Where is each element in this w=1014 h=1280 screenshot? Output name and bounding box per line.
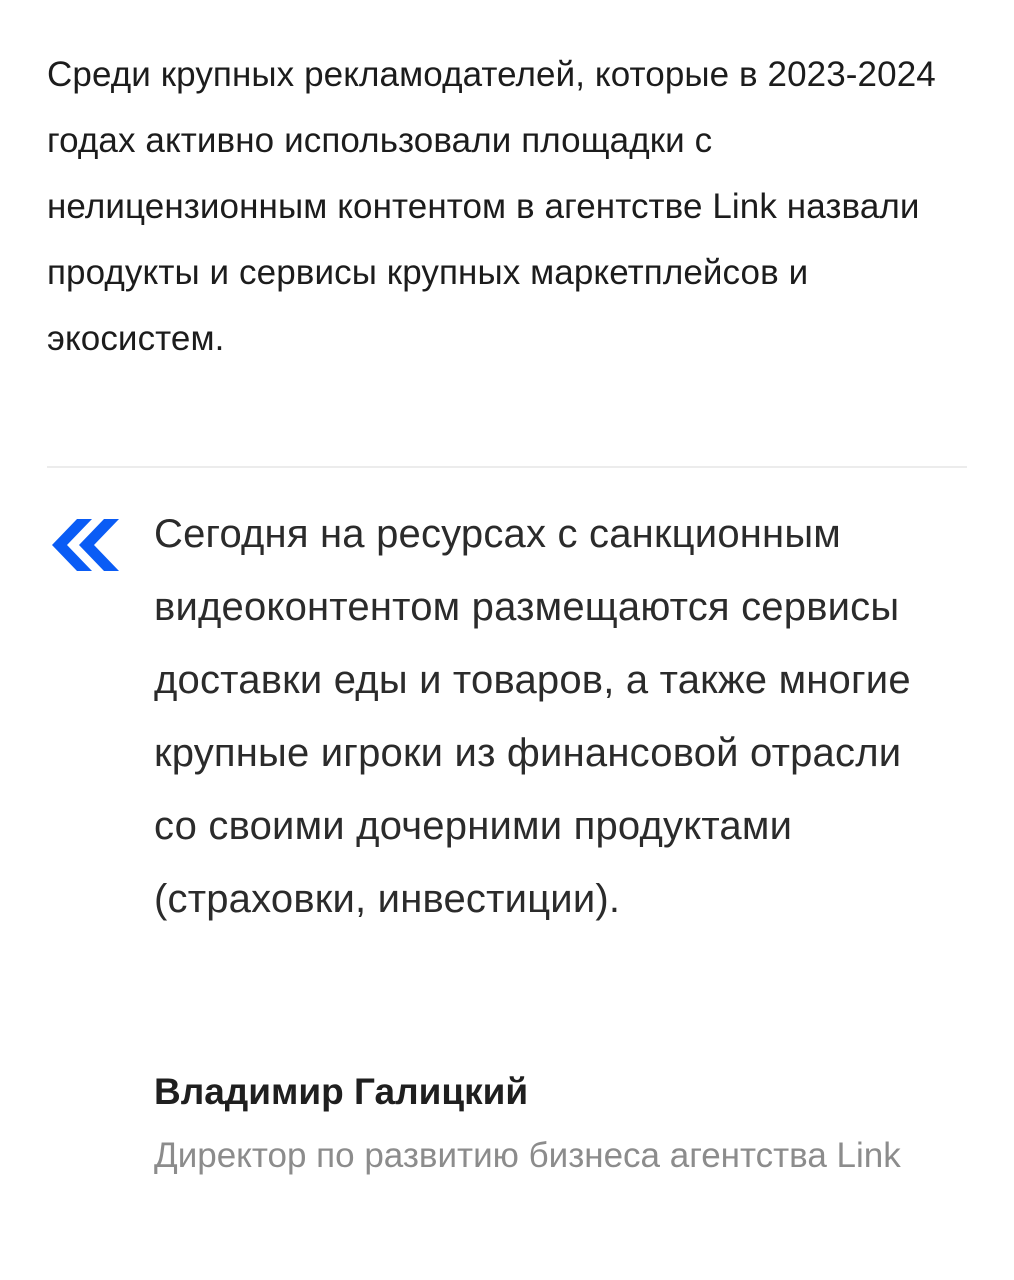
quote-author-name: Владимир Галицкий — [154, 1071, 529, 1112]
article-paragraph: Среди крупных рекламодателей, которые в 2023-2024 годах активно использовали площадки с нелицензионным контентом в агентстве Link назвали продукты и сервисы крупных маркетплейсов и экосистем. — [47, 55, 936, 358]
quote-author-role: Директор по развитию бизнеса агентства Link — [154, 1136, 901, 1175]
section-divider — [47, 466, 967, 468]
quote-text: Сегодня на ресурсах с санкционным видеоконтентом размещаются сервисы доставки еды и товаров, а также многие крупные игроки из финансовой отрасли со своими дочерними продуктами (страховки, инвестиции). — [154, 512, 911, 921]
quote-open-icon — [47, 515, 119, 575]
